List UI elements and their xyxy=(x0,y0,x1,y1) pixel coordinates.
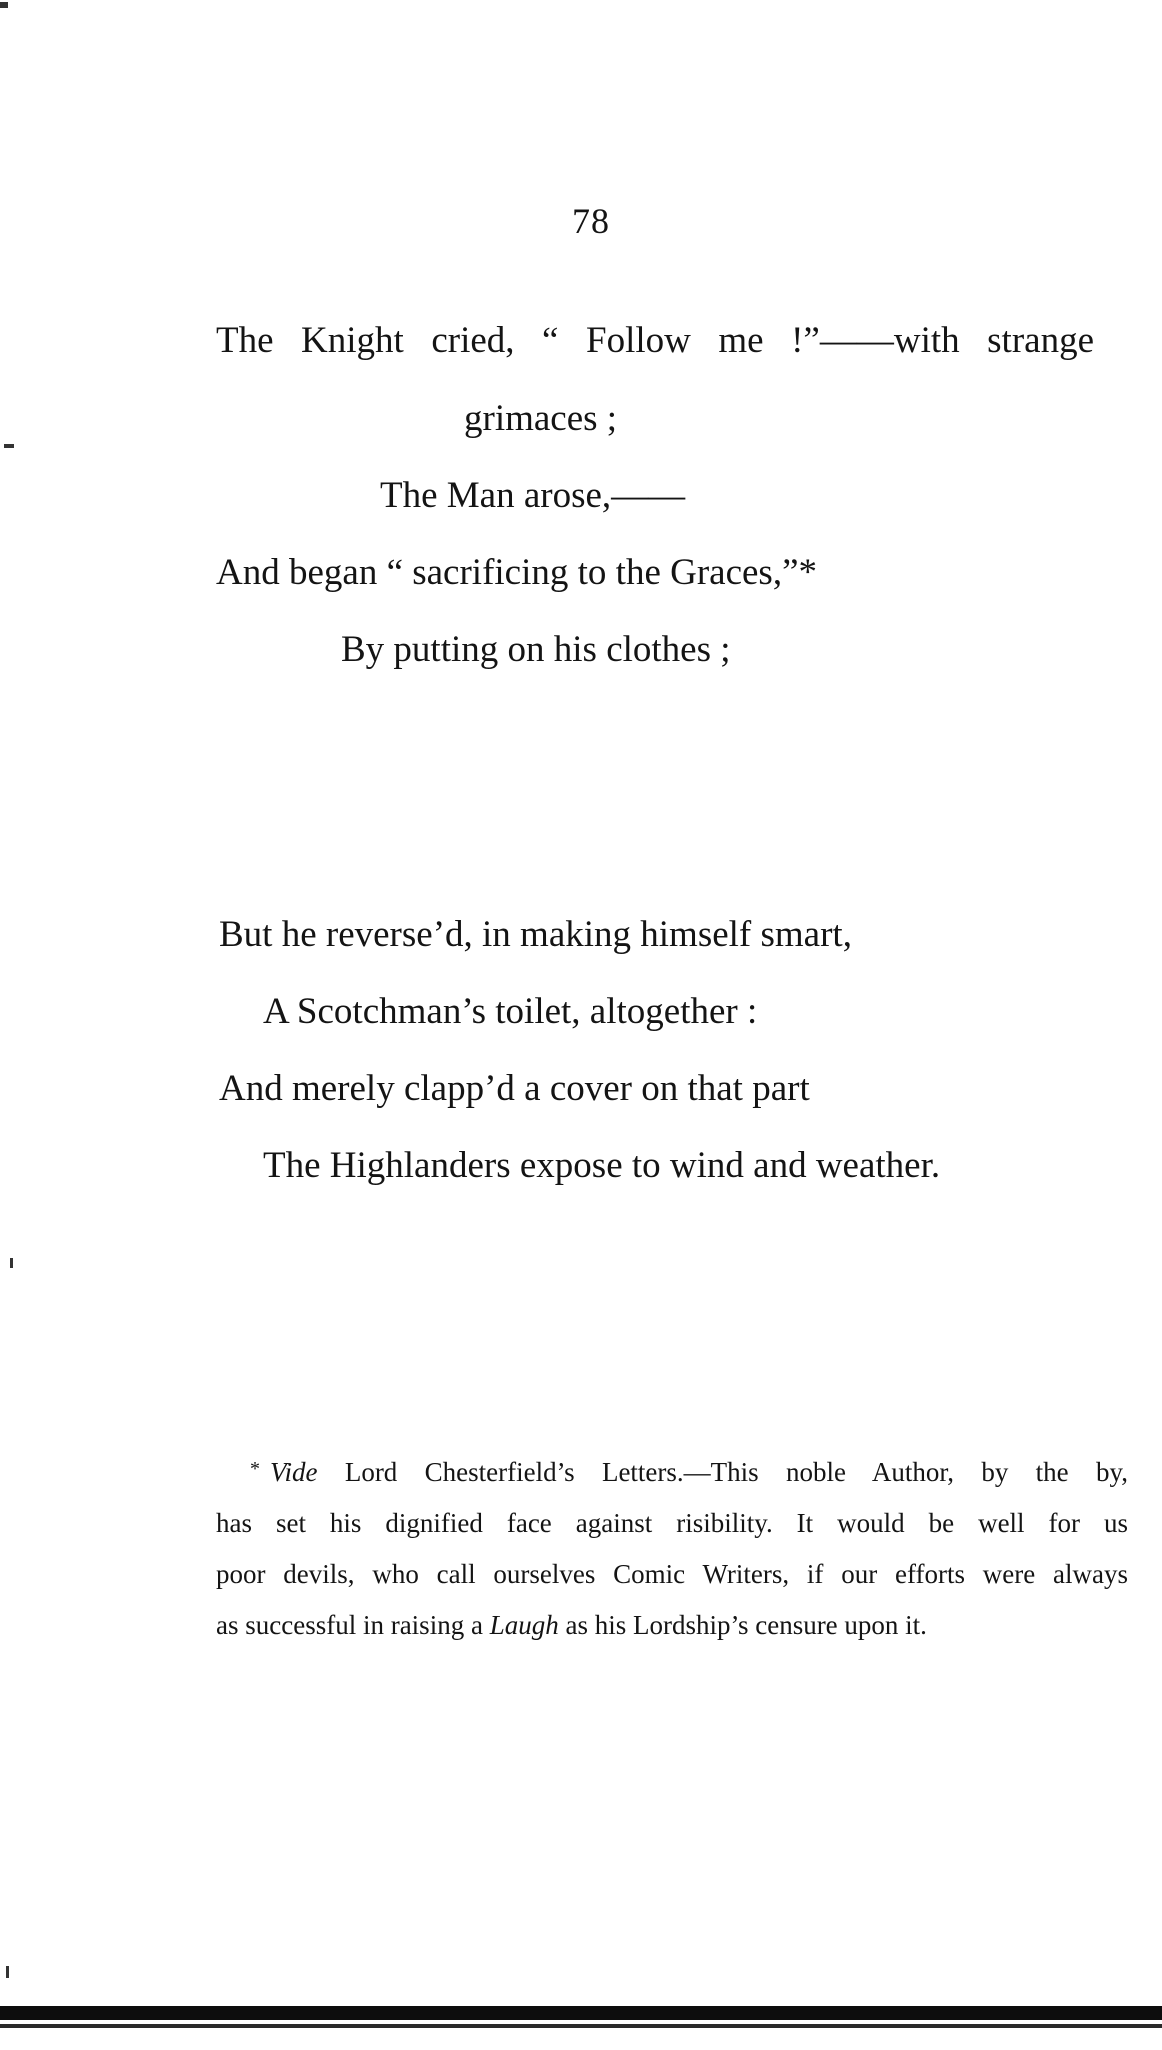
stanza1-line3: The Man arose,—— xyxy=(380,475,686,516)
page-number: 78 xyxy=(572,201,610,241)
scan-speck xyxy=(0,2,8,8)
stanza1-line1: The Knight cried, “ Follow me !”——with strange xyxy=(216,320,1094,361)
footnote-vide: Vide xyxy=(270,1457,318,1487)
footnote-laugh: Laugh xyxy=(489,1610,559,1640)
stanza2-line2: A Scotchman’s toilet, altogether : xyxy=(263,991,758,1032)
footnote-line-1 xyxy=(216,1444,1128,1498)
bottom-border-rule-thin xyxy=(0,2024,1162,2028)
footnote xyxy=(216,1444,1128,1651)
footnote-marker: * xyxy=(250,1458,260,1480)
footnote-line-3: poor devils, who call ourselves Comic Writers, if our efforts were always xyxy=(216,1559,1128,1589)
bottom-border-rule xyxy=(0,2006,1162,2020)
stanza2-line3: And merely clapp’d a cover on that part xyxy=(219,1068,810,1109)
scan-speck xyxy=(10,1258,13,1268)
stanza2-line4: The Highlanders expose to wind and weather. xyxy=(263,1145,941,1186)
stanza1-line2: grimaces ; xyxy=(464,398,618,439)
scan-speck xyxy=(4,444,14,448)
footnote-line1-text: Lord Chesterfield’s Letters.—This noble Author, by the by, xyxy=(344,1457,1128,1487)
footnote-line-4 xyxy=(216,1600,1128,1651)
footnote-line4-before: as successful in raising a xyxy=(216,1610,483,1640)
stanza1-line4: And began “ sacrificing to the Graces,”* xyxy=(216,552,817,593)
footnote-line4-after: as his Lordship’s censure upon it. xyxy=(565,1610,927,1640)
footnote-line-2: has set his dignified face against risibility. It would be well for us xyxy=(216,1508,1128,1538)
scan-speck xyxy=(6,1966,9,1978)
stanza1-line5: By putting on his clothes ; xyxy=(341,629,731,670)
stanza2-line1: But he reverse’d, in making himself smart, xyxy=(219,914,852,955)
